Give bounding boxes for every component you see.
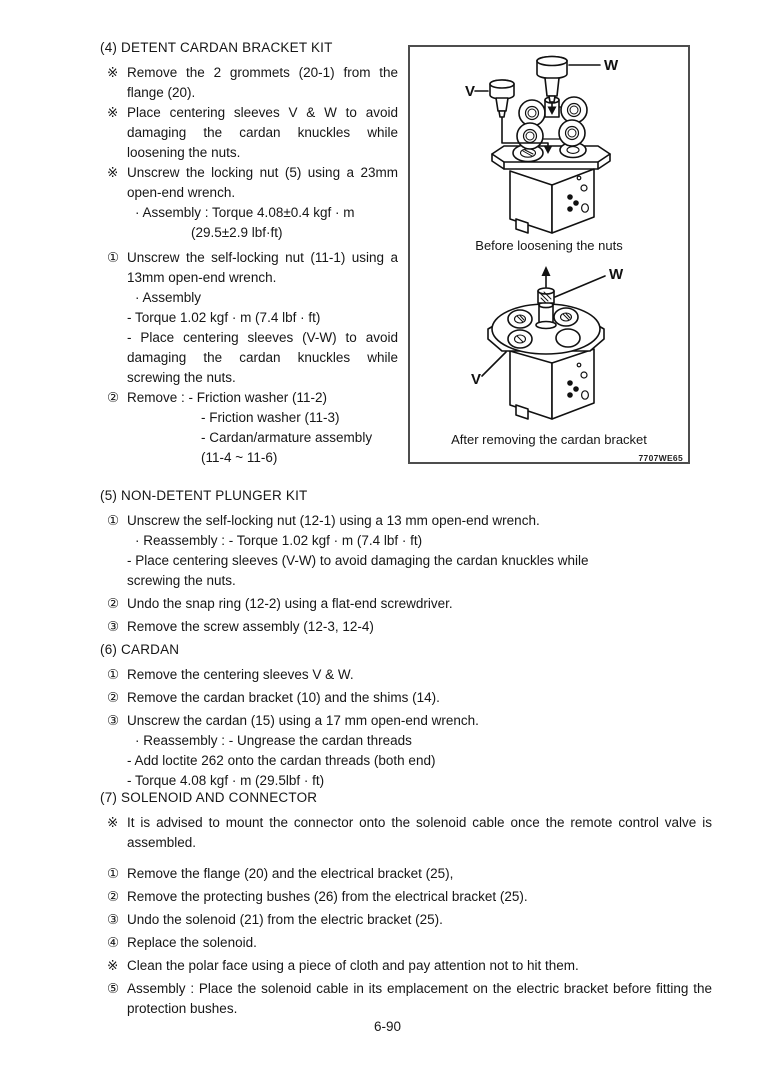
list-item [100,163,398,243]
note-marker: ※ [107,165,119,180]
step-marker: ② [107,390,120,405]
list-item [100,864,712,884]
page-number: 6-90 [373,1019,402,1034]
list-item [100,617,712,637]
list-item [100,711,712,791]
section-detent-cardan-bracket-kit [100,38,398,468]
centering-sleeve-v [490,80,514,117]
item-text: Clean the polar face using a piece of cloth and pay attention not to hit them. [127,958,579,973]
item-text: Unscrew the self-locking nut (12-1) using a 13 mm open-end wrench. [127,513,540,528]
valve-body [510,349,594,419]
list-item [100,511,712,591]
sub-line: - Friction washer (11-3) [201,410,340,425]
sub-line: - Place centering sleeves (V-W) to avoid damaging the cardan knuckles while [127,553,589,568]
figure-id: 7707WE65 [638,453,683,463]
item-text: Remove the flange (20) and the electrical bracket (25), [127,866,454,881]
item-text: Remove : - Friction washer (11-2) [127,390,328,405]
sub-line: (29.5±2.9 lbf·ft) [191,225,283,240]
item-text: Unscrew the locking nut (5) using a 23mm open-end wrench. [127,165,398,200]
figure-caption-before: Before loosening the nuts [475,238,623,253]
item-text: Remove the screw assembly (12-3, 12-4) [127,619,374,634]
sub-line: · Reassembly : - Torque 1.02 kgf · m (7.4 lbf · ft) [135,533,423,548]
sub-line: - Place centering sleeves (V-W) to avoid damaging the cardan knuckles while screwing the nuts. [127,330,398,385]
v-leader-line [482,352,506,376]
list-item [100,388,398,468]
step-marker: ② [107,596,120,611]
note-marker: ※ [107,815,119,830]
section-heading: (6) CARDAN [100,642,180,657]
step-marker: ① [107,866,120,881]
sub-line: · Reassembly : - Ungrease the cardan threads [135,733,412,748]
item-text: Undo the snap ring (12-2) using a flat-end screwdriver. [127,596,453,611]
sub-line: · Assembly [135,290,202,305]
item-text: Undo the solenoid (21) from the electric bracket (25). [127,912,443,927]
sub-line: · Assembly : Torque 4.08±0.4 kgf · m [135,205,355,220]
item-text: Place centering sleeves V & W to avoid damaging the cardan knuckles while loosening the nuts. [127,105,398,160]
arrow-up-icon [542,266,551,287]
list-item [100,933,712,953]
item-text: Remove the cardan bracket (10) and the shims (14). [127,690,440,705]
step-marker: ① [107,667,120,682]
list-item [100,63,398,103]
step-marker: ③ [107,619,120,634]
item-text: Remove the 2 grommets (20-1) from the flange (20). [127,65,398,100]
section-heading: (4) DETENT CARDAN BRACKET KIT [100,40,333,55]
note-marker: ※ [107,958,119,973]
list-item [100,956,712,976]
item-text: Remove the protecting bushes (26) from the electrical bracket (25). [127,889,528,904]
sub-line: - Torque 1.02 kgf · m (7.4 lbf · ft) [127,310,321,325]
step-marker: ⑤ [107,981,120,996]
step-marker: ① [107,250,120,265]
valve-body [510,169,594,233]
item-text: Unscrew the self-locking nut (11-1) using a 13mm open-end wrench. [127,250,398,285]
item-text: Unscrew the cardan (15) using a 17 mm open-end wrench. [127,713,479,728]
list-item [100,813,712,853]
w-label: W [604,57,619,74]
figure-caption-after: After removing the cardan bracket [451,432,647,447]
list-item [100,887,712,907]
step-marker: ③ [107,912,120,927]
item-text: It is advised to mount the connector onto the solenoid cable once the remote control valve is assembled. [127,815,712,850]
step-marker: ④ [107,935,120,950]
step-marker: ③ [107,713,120,728]
centering-sleeve-w [537,57,567,103]
list-item [100,910,712,930]
section-heading: (5) NON-DETENT PLUNGER KIT [100,488,308,503]
sub-line: - Torque 4.08 kgf · m (29.5lbf · ft) [127,773,325,788]
section-cardan [100,640,712,794]
sub-line: screwing the nuts. [127,573,236,588]
list-item [100,248,398,388]
item-text: Replace the solenoid. [127,935,257,950]
valve-illustration-after [418,265,680,429]
centering-sleeve-w-inserted [536,288,556,329]
note-marker: ※ [107,105,119,120]
item-text: Assembly : Place the solenoid cable in its emplacement on the electric bracket before fitting the protection bushes. [127,981,712,1016]
sub-line: - Cardan/armature assembly [201,430,373,445]
item-text: Remove the centering sleeves V & W. [127,667,354,682]
sub-line: (11-4 ~ 11-6) [201,450,278,465]
list-item [100,665,712,685]
list-item [100,103,398,163]
list-item [100,979,712,1019]
figure-panel [408,45,690,464]
section-heading: (7) SOLENOID AND CONNECTOR [100,790,318,805]
step-marker: ② [107,889,120,904]
valve-illustration-before [418,51,680,237]
note-marker: ※ [107,65,119,80]
v-label: V [465,83,476,100]
section-solenoid-and-connector [100,788,712,1022]
list-item [100,594,712,614]
w-leader-line [555,276,605,297]
step-marker: ② [107,690,120,705]
sub-line: - Add loctite 262 onto the cardan threads (both end) [127,753,436,768]
v-label: V [471,371,482,388]
w-label: W [609,266,624,283]
step-marker: ① [107,513,120,528]
section-non-detent-plunger-kit [100,486,712,640]
list-item [100,688,712,708]
